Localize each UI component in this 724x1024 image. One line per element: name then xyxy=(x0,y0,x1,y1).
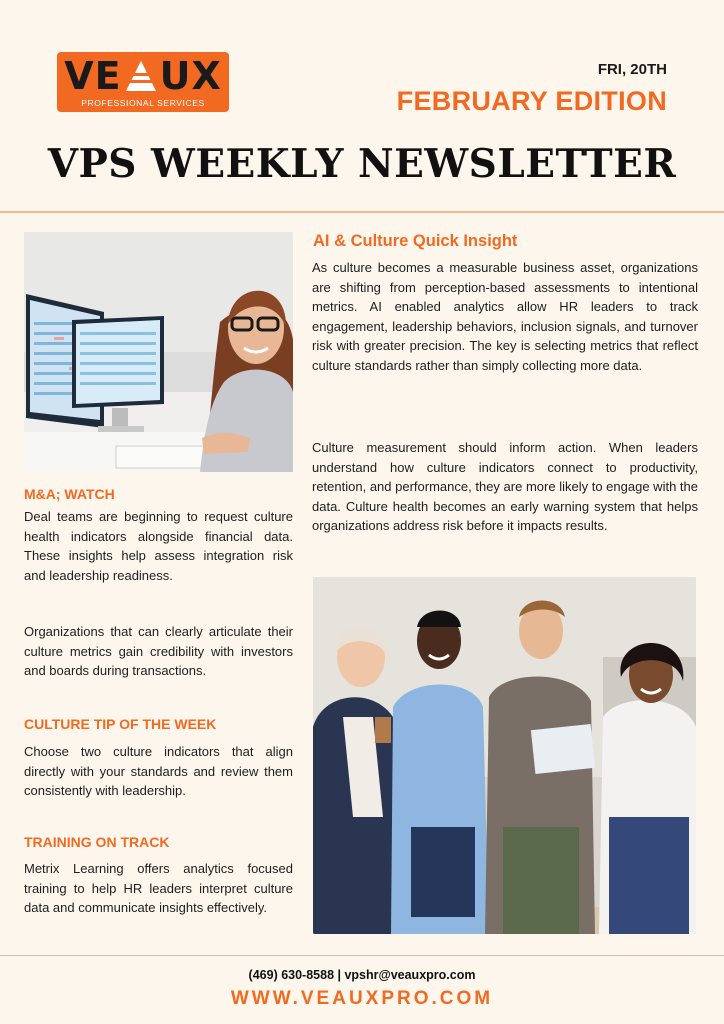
office-photo xyxy=(24,232,293,472)
footer-contact: (469) 630-8588 | vpshr@veauxpro.com xyxy=(248,968,476,982)
insight-paragraph-2: Culture measurement should inform action. When leaders understand how culture indicators connect to productivity, retention, and performance, they are more likely to engage with the data. Culture health becomes an early warning system that helps organizations address risk before it impacts results. xyxy=(312,440,698,533)
team-photo xyxy=(313,577,696,934)
logo-word-left: VE xyxy=(64,53,122,98)
header-divider xyxy=(0,211,724,213)
training-heading: TRAINING ON TRACK xyxy=(24,834,170,850)
footer-divider xyxy=(0,955,724,956)
ma-watch-paragraph-2: Organizations that can clearly articulate their culture metrics gain credibility with investors and boards during transactions. xyxy=(24,624,293,678)
insight-paragraph-1: As culture becomes a measurable business asset, organizations are shifting from perception-based assessments to intentional metrics. AI enabled analytics allow HR leaders to track engagement, leadership behaviors, inclusion signals, and turnover risk with greater precision. The key is selecting metrics that reflect culture standards rather than simply collecting more data. xyxy=(312,260,698,373)
culture-tip-heading: CULTURE TIP OF THE WEEK xyxy=(24,716,217,732)
newsletter-title: VPS WEEKLY NEWSLETTER xyxy=(47,141,677,187)
ma-watch-heading: M&A; WATCH xyxy=(24,486,115,502)
logo-cone-icon xyxy=(124,59,158,93)
culture-tip-paragraph: Choose two culture indicators that align directly with your standards and review them consistently with leadership. xyxy=(24,744,293,798)
brand-logo xyxy=(57,52,229,112)
footer-website-link[interactable]: WWW.VEAUXPRO.COM xyxy=(230,988,494,1009)
edition-label: FEBRUARY EDITION xyxy=(396,86,667,116)
ma-watch-paragraph-1: Deal teams are beginning to request culture health indicators alongside financial data. These insights help assess integration risk and leadership readiness. xyxy=(24,509,293,583)
logo-wordmark xyxy=(64,53,222,98)
logo-subtitle: PROFESSIONAL SERVICES xyxy=(81,97,205,108)
training-paragraph: Metrix Learning offers analytics focused training to help HR leaders interpret culture data and communicate insights effectively. xyxy=(24,861,293,915)
issue-date: FRI, 20TH xyxy=(597,61,667,78)
insight-heading: AI & Culture Quick Insight xyxy=(313,232,518,250)
logo-word-right: UX xyxy=(159,53,222,98)
